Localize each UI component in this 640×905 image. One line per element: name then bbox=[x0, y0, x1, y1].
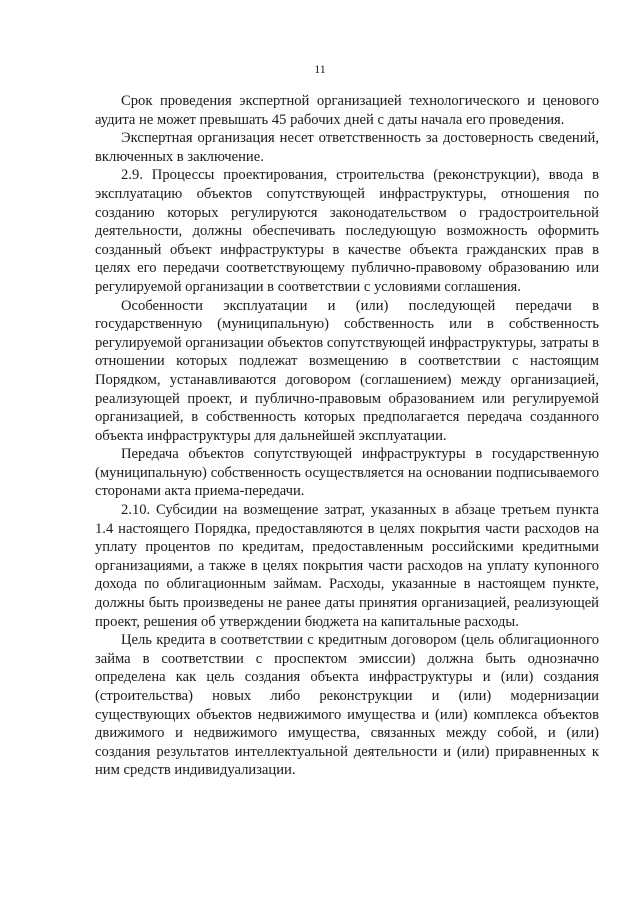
paragraph-exploitation-features: Особенности эксплуатации и (или) последующей передачи в государственную (муниципальную) собственность или в собственность регулируемой организации объектов сопутствующей инфраструктуры, затраты в отношении которых подлежат возмещению в соответствии с настоящим Порядком, устанавливаются договором (соглашением) между организацией, реализующей проект, и публично-правовым образованием или регулируемой организацией, в собственность которых предполагается передача созданного объекта инфраструктуры для дальнейшей эксплуатации. bbox=[95, 297, 599, 444]
paragraph-transfer-act: Передача объектов сопутствующей инфраструктуры в государственную (муниципальную) собственность осуществляется на основании подписываемого сторонами акта приема-передачи. bbox=[95, 446, 599, 500]
page-number: 11 bbox=[314, 62, 326, 76]
paragraph-expert-responsibility: Экспертная организация несет ответственность за достоверность сведений, включенных в заключение. bbox=[95, 130, 599, 165]
document-body bbox=[95, 92, 599, 780]
paragraph-credit-purpose: Цель кредита в соответствии с кредитным договором (цель облигационного займа в соответствии с проспектом эмиссии) должна быть однозначно определена как цель создания объекта инфраструктуры и (или) создания (строительства) новых либо реконструкции и (или) модернизации существующих объектов недвижимого имущества и (или) комплекса объектов движимого и недвижимого имущества, связанных между собой, и (или) создания результатов интеллектуальной деятельности и (или) приравненных к ним средств индивидуализации. bbox=[95, 632, 599, 779]
paragraph-audit-term: Срок проведения экспертной организацией технологического и ценового аудита не может превышать 45 рабочих дней с даты начала его проведения. bbox=[95, 93, 599, 128]
paragraph-2-9: 2.9. Процессы проектирования, строительства (реконструкции), ввода в эксплуатацию объектов сопутствующей инфраструктуры, отношения по созданию которых регулируются законодательством о градостроительной деятельности, должны обеспечивать последующую возможность оформить созданный объект инфраструктуры в качестве объекта гражданских прав в целях его передачи соответствующему публично-правовому образованию или регулируемой организации в соответствии с условиями соглашения. bbox=[95, 167, 599, 295]
paragraph-2-10: 2.10. Субсидии на возмещение затрат, указанных в абзаце третьем пункта 1.4 настоящего Порядка, предоставляются в целях покрытия части расходов на уплату процентов по кредитам, предоставленным российскими кредитными организациями, а также в целях покрытия части расходов на уплату купонного дохода по облигационным займам. Расходы, указанные в настоящем пункте, должны быть произведены не ранее даты принятия организацией, реализующей проект, решения об утверждении бюджета на капитальные расходы. bbox=[95, 502, 599, 630]
